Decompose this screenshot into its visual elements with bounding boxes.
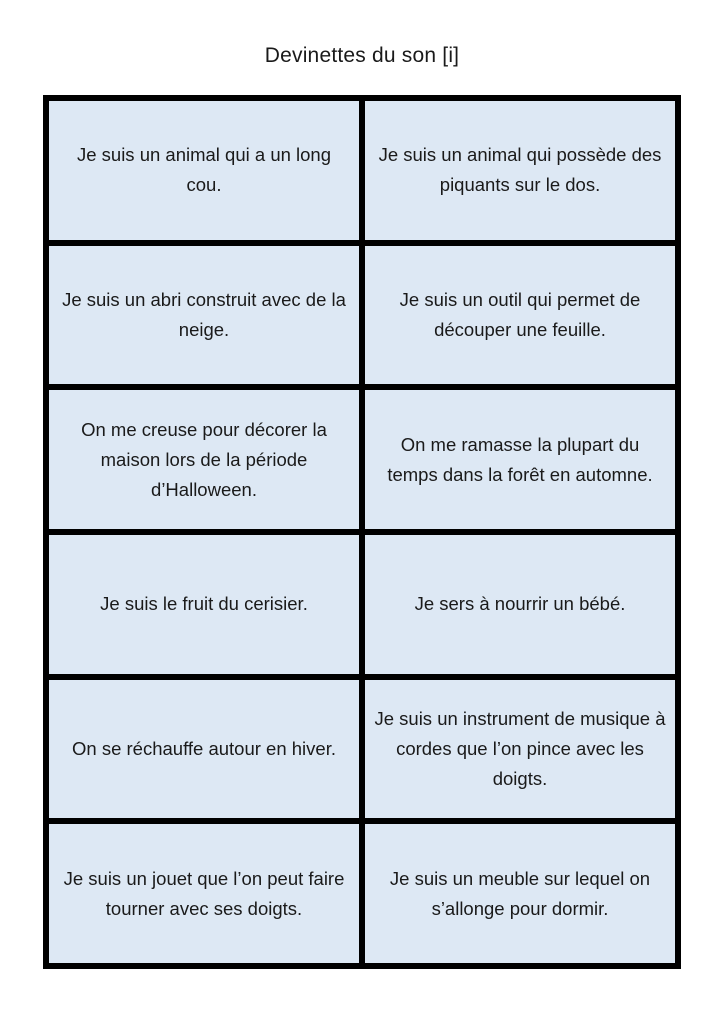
riddle-text: Je suis un animal qui possède des piquants sur le dos. (378, 144, 662, 196)
riddle-text: Je suis un meuble sur lequel on s’allonge pour dormir. (389, 867, 651, 919)
riddle-text: Je suis un instrument de musique à cordes que l’on pince avec les doigts. (374, 707, 666, 789)
riddle-text: Je suis un jouet que l’on peut faire tourner avec ses doigts. (63, 867, 345, 919)
riddle-text: Je suis un outil qui permet de découper une feuille. (399, 288, 641, 340)
riddle-text: Je suis un abri construit avec de la neige. (62, 288, 346, 340)
riddle-text: Je suis un animal qui a un long cou. (76, 144, 332, 196)
riddle-card (49, 535, 359, 674)
riddle-card (365, 680, 675, 819)
riddle-card (365, 246, 675, 385)
riddle-card (49, 101, 359, 240)
riddle-text: Je sers à nourrir un bébé. (414, 593, 626, 615)
riddle-text: On me creuse pour décorer la maison lors de la période d’Halloween. (81, 418, 327, 500)
riddle-card (365, 101, 675, 240)
riddle-card (49, 824, 359, 963)
riddle-text: On se réchauffe autour en hiver. (72, 737, 336, 759)
riddle-card (365, 824, 675, 963)
page-title: Devinettes du son [i] (264, 44, 460, 67)
riddle-card (49, 390, 359, 529)
riddle-card (49, 246, 359, 385)
riddle-card (365, 535, 675, 674)
riddle-card (49, 680, 359, 819)
riddle-text: On me ramasse la plupart du temps dans la forêt en automne. (387, 433, 653, 485)
riddle-text: Je suis le fruit du cerisier. (100, 593, 308, 615)
riddle-card (365, 390, 675, 529)
riddle-card-grid (43, 95, 681, 969)
